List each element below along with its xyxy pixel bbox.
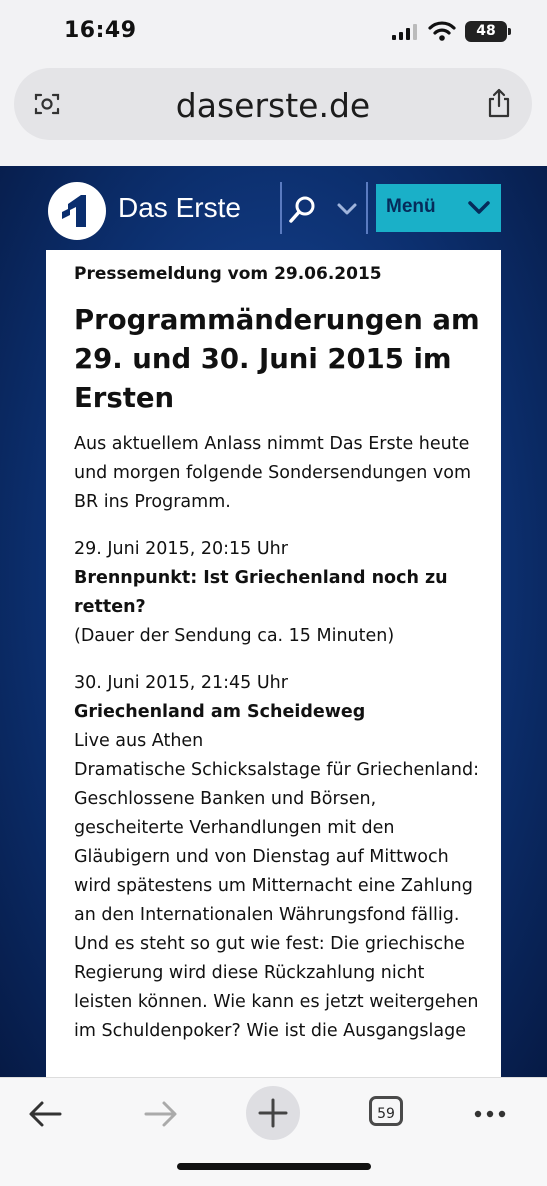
program-title: Griechenland am Scheideweg — [74, 702, 366, 722]
back-arrow-icon[interactable] — [26, 1096, 66, 1132]
address-bar[interactable] — [14, 68, 532, 140]
web-page — [0, 166, 547, 1077]
search-icon[interactable] — [288, 194, 318, 224]
program-subtitle: Live aus Athen — [74, 731, 204, 751]
article-intro: Aus aktuellem Anlass nimmt Das Erste heute und morgen folgende Sondersendungen vom BR ins Programm. — [74, 434, 472, 512]
new-tab-button[interactable] — [246, 1086, 300, 1140]
cellular-signal-icon — [392, 24, 418, 40]
chevron-down-icon[interactable] — [336, 202, 358, 216]
program-date: 30. Juni 2015, 21:45 Uhr — [74, 673, 288, 693]
program-title: Brennpunkt: Ist Griechenland noch zu retten? — [74, 568, 448, 617]
program-note: (Dauer der Sendung ca. 15 Minuten) — [74, 626, 395, 646]
program-description: Dramatische Schicksalstage für Griechenland: Geschlossene Banken und Börsen, gescheiterte Verhandlungen mit den Gläubigern und von Dienstag auf Mittwoch wird spätestens um Mitternacht eine Zahlung an den Internationalen Währungsfond fällig. Und es steht so gut wie fest: Die griechische Regierung wird diese Rückzahlung nicht leisten können. Wie kann es jetzt weitergehen im Schuldenpoker? Wie ist die Ausgangslage — [74, 760, 479, 1041]
tabs-button[interactable]: 59 — [369, 1096, 403, 1126]
status-bar — [0, 0, 547, 64]
menu-button[interactable] — [376, 184, 501, 232]
forward-arrow-icon[interactable] — [140, 1096, 180, 1132]
more-options-icon[interactable] — [470, 1096, 510, 1132]
site-header — [0, 166, 547, 250]
header-divider — [366, 182, 368, 234]
program-item — [74, 669, 484, 1046]
article-headline: Programmänderungen am 29. und 30. Juni 2015 im Ersten — [74, 304, 480, 414]
url-text[interactable]: daserste.de — [175, 86, 371, 125]
site-logo-text[interactable]: Das Erste — [118, 192, 241, 223]
plus-icon — [246, 1086, 300, 1140]
press-release-date: Pressemeldung vom 29.06.2015 — [74, 264, 382, 284]
home-indicator — [177, 1163, 371, 1170]
clock: 16:49 — [64, 18, 137, 43]
chevron-down-icon — [467, 200, 491, 216]
wifi-icon — [428, 20, 456, 42]
menu-label: Menü — [386, 196, 436, 217]
battery-indicator: 48 — [465, 21, 507, 42]
header-divider — [280, 182, 282, 234]
program-date: 29. Juni 2015, 20:15 Uhr — [74, 539, 288, 559]
article-card — [46, 250, 501, 1077]
share-icon[interactable] — [486, 88, 512, 118]
das-erste-logo-icon[interactable] — [48, 182, 106, 240]
program-item — [74, 535, 484, 651]
